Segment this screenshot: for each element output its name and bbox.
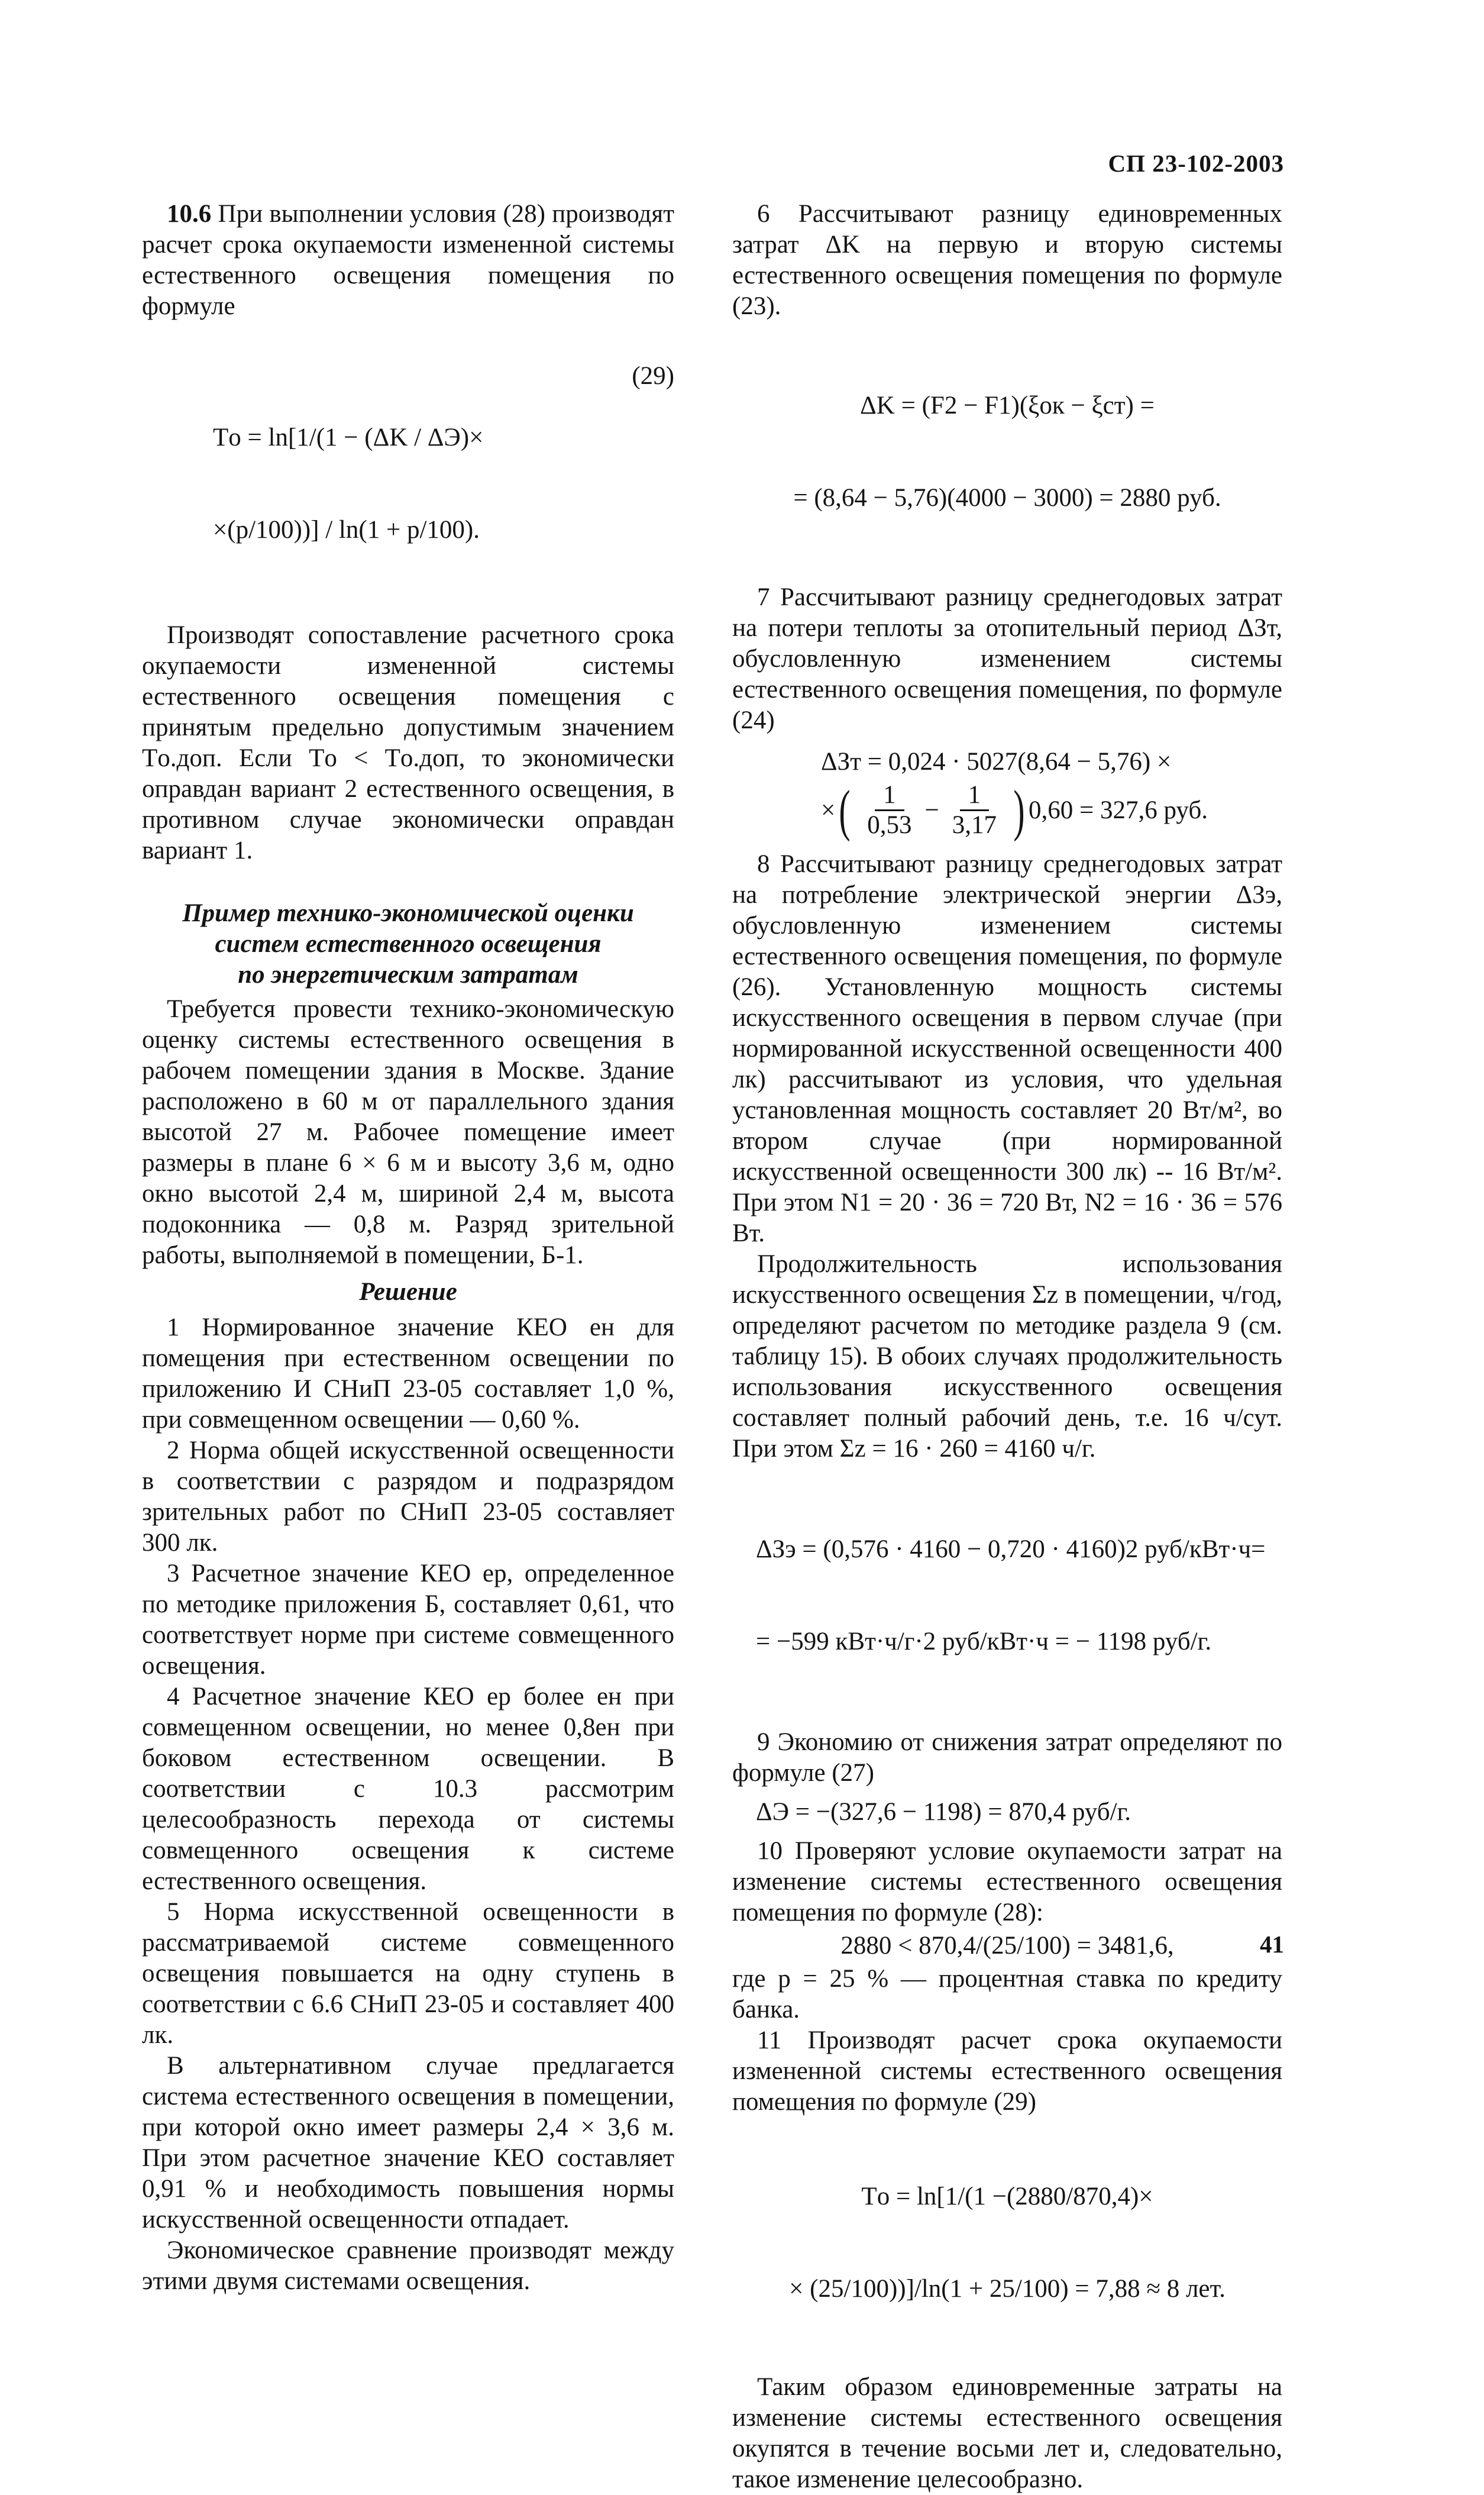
formula-line: Tо = ln[1/(1 −(2880/870,4)× xyxy=(861,2183,1153,2210)
formula-line: = −599 кВт·ч/г·2 руб/кВт·ч = − 1198 руб/г. xyxy=(756,1628,1212,1655)
heading-line: Пример технико-экономической оценки xyxy=(182,899,634,927)
denominator: 0,53 xyxy=(867,811,912,839)
step-3: 3 Расчетное значение КЕО eр, определенное по методике приложения Б, составляет 0,61, что соответствует норме при системе совмещенного освещения. xyxy=(142,1560,674,1680)
formula-29 xyxy=(142,330,674,607)
formula-line: × (25/100))]/ln(1 + 25/100) = 7,88 ≈ 8 лет. xyxy=(789,2275,1226,2303)
minus-sign: − xyxy=(924,796,939,824)
solution-heading: Решение xyxy=(359,1278,457,1306)
step-5: 5 Норма искусственной освещенности в рассматриваемой системе совмещенного освещения повышается на одну ступень в соответствии с 6.6 СНиП 23-05 и составляет 400 лк. xyxy=(142,1898,674,2049)
section-10-6 xyxy=(142,199,674,322)
step-11: 11 Производят расчет срока окупаемости измененной системы естественного освещения помещения по формуле (29) xyxy=(732,2026,1282,2116)
paragraph-comparison-2: Экономическое сравнение производят между этими двумя системами освещения. xyxy=(142,2236,674,2295)
step-10: 10 Проверяют условие окупаемости затрат на изменение системы естественного освещения помещения по формуле (28): xyxy=(732,1837,1282,1926)
formula-28: 2880 < 870,4/(25/100) = 3481,6, xyxy=(840,1932,1174,1960)
fraction xyxy=(944,781,1005,840)
left-paren: ( xyxy=(839,778,851,842)
step-2: 2 Норма общей искусственной освещенности в соответствии с разрядом и подразрядом зрительных работ по СНиП 23-05 составляет 300 лк. xyxy=(142,1437,674,1557)
step-7: 7 Рассчитывают разницу среднегодовых затрат на потери теплоты за отопительный период ΔЗт, обусловленную изменением системы естественного освещения помещения, по формуле (24) xyxy=(732,583,1282,734)
formula-number: (29) xyxy=(632,362,674,390)
section-text: При выполнении условия (28) производят расчет срока окупаемости измененной системы естественного освещения помещения по формуле xyxy=(142,200,674,320)
formula-24-line-1: ΔЗт = 0,024 · 5027(8,64 − 5,76) × xyxy=(821,748,1172,776)
numerator: 1 xyxy=(875,781,904,811)
document-code: СП 23-102-2003 xyxy=(1108,150,1284,177)
formula-tail: 0,60 = 327,6 руб. xyxy=(1028,796,1208,824)
formula-line: ΔK = (F2 − F1)(ξок − ξст) = xyxy=(860,392,1155,419)
heading-line: систем естественного освещения xyxy=(215,930,602,958)
formula-27: ΔЭ = −(327,6 − 1198) = 870,4 руб/г. xyxy=(756,1798,1131,1826)
paragraph-comparison: Производят сопоставление расчетного срока окупаемости измененной системы естественного освещения помещения с принятым предельно допустимым значением Tо.доп. Если Tо < Tо.доп, то экономически оправдан вариант 2 естественного освещения, в противном случае экономически оправдан вариант 1. xyxy=(142,621,674,864)
formula-24-line-2 xyxy=(821,778,1282,842)
step-4: 4 Расчетное значение КЕО eр более eн при совмещенном освещении, но менее 0,8eн при боковом естественном освещении. В соответствии с 10.3 рассмотрим целесообразность перехода от системы совмещенного освещения к системе естественного освещения. xyxy=(142,1683,674,1895)
paragraph-duration: Продолжительность использования искусственного освещения Σz в помещении, ч/год, определяют расчетом по методике раздела 9 (см. таблицу 15). В обоих случаях продолжительность использования искусственного освещения составляет полный рабочий день, т.е. 16 ч/сут. При этом Σz = 16 · 260 = 4160 ч/г. xyxy=(732,1250,1282,1463)
formula-line: ΔЗэ = (0,576 · 4160 − 0,720 · 4160)2 руб/кВт·ч= xyxy=(756,1535,1266,1563)
formula-line: = (8,64 − 5,76)(4000 − 3000) = 2880 руб. xyxy=(793,484,1221,512)
formula-26 xyxy=(732,1473,1282,1719)
step-8: 8 Рассчитывают разницу среднегодовых затрат на потребление электрической энергии ΔЗэ, обусловленную изменением системы естественного освещения помещения, по формуле (26). Установленную мощность системы искусственного освещения в первом случае (при нормированной искусственной освещенности 400 лк) рассчитывают из условия, что удельная установленная мощность составляет 20 Вт/м², во втором случае (при нормированной искусственной освещенности 300 лк) -- 16 Вт/м². При этом N1 = 20 · 36 = 720 Вт, N2 = 16 · 36 = 576 Вт. xyxy=(732,850,1282,1247)
right-paren: ) xyxy=(1013,778,1025,842)
times-sign: × xyxy=(821,796,836,824)
step-1: 1 Нормированное значение КЕО eн для помещения при естественном освещении по приложению И СНиП 23-05 составляет 1,0 %, при совмещенном освещении — 0,60 %. xyxy=(142,1313,674,1434)
heading-line: по энергетическим затратам xyxy=(238,961,578,989)
page-number: 41 xyxy=(1260,1931,1284,1958)
formula-line: ×(p/100))] / ln(1 + p/100). xyxy=(213,516,480,544)
denominator: 3,17 xyxy=(952,811,997,839)
formula-line: Tо = ln[1/(1 − (ΔK / ΔЭ)× xyxy=(213,424,484,451)
step-9: 9 Экономию от снижения затрат определяют по формуле (27) xyxy=(732,1728,1282,1787)
step-6: 6 Рассчитывают разницу единовременных затрат ΔK на первую и вторую системы естественного освещения помещения по формуле (23). xyxy=(732,200,1282,320)
numerator: 1 xyxy=(960,781,990,811)
left-column xyxy=(142,199,674,2297)
paragraph-alternative: В альтернативном случае предлагается система естественного освещения в помещении, при которой окно имеет размеры 2,4 × 3,6 м. При этом расчетное значение КЕО составляет 0,91 % и необходимость повышения нормы искусственной освещенности отпадает. xyxy=(142,2052,674,2233)
example-heading xyxy=(142,898,674,990)
right-column xyxy=(732,199,1282,2495)
formula-29-calc xyxy=(732,2120,1282,2366)
paragraph-conclusion: Таким образом единовременные затраты на изменение системы естественного освещения окупятся в течение восьми лет и, следовательно, такое изменение целесообразно. xyxy=(732,2373,1282,2493)
paragraph-where-p: где p = 25 % — процентная ставка по кредиту банка. xyxy=(732,1965,1282,2023)
section-number: 10.6 xyxy=(167,200,212,228)
fraction xyxy=(859,781,920,840)
formula-23 xyxy=(732,329,1282,575)
paragraph-task: Требуется провести технико-экономическую оценку системы естественного освещения в рабочем помещении здания в Москве. Здание расположено в 60 м от параллельного здания высотой 27 м. Рабочее помещение имеет размеры в плане 6 × 6 м и высоту 3,6 м, одно окно высотой 2,4 м, шириной 2,4 м, высота подоконника — 0,8 м. Разряд зрительной работы, выполняемой в помещении, Б-1. xyxy=(142,995,674,1269)
